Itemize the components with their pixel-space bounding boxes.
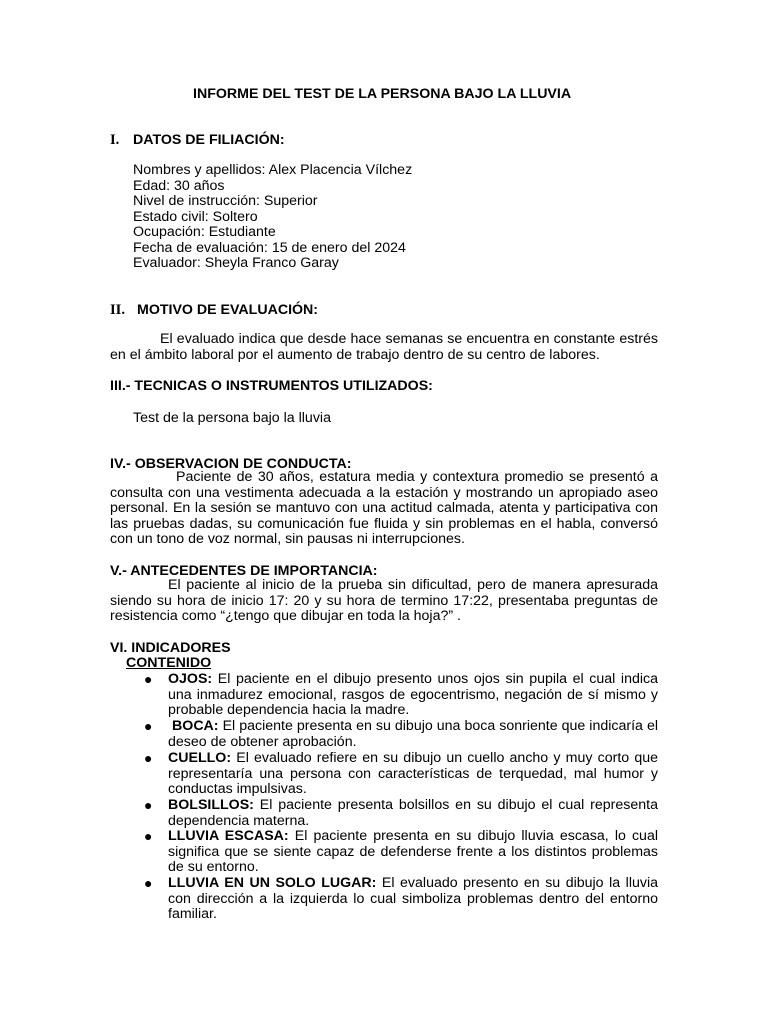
indicator-text: El paciente presenta bolsillos en su dibujo el cual representa — [259, 797, 659, 813]
field-age: Edad: 30 años — [133, 178, 225, 194]
indicator-term: CUELLO: — [168, 750, 232, 766]
indicator-line: una inmadurez emocional, rasgos de egocentrismo, negación de sí mismo y — [168, 686, 658, 703]
indicator-text: El paciente presenta en su dibujo lluvia escasa, lo cual — [294, 828, 658, 844]
field-name: Nombres y apellidos: Alex Placencia Vílchez — [133, 162, 413, 178]
section-5-title: ANTECEDENTES DE IMPORTANCIA: — [130, 563, 378, 579]
field-evaluation-date: Fecha de evaluación: 15 de enero del 2024 — [133, 240, 406, 256]
indicator-lluvia-escasa — [168, 829, 658, 876]
field-education: Nivel de instrucción: Superior — [133, 193, 318, 209]
indicator-term: BOLSILLOS: — [168, 797, 254, 813]
paragraph-line: Paciente de 30 años, estatura media y contextura promedio se presentó a — [176, 469, 658, 485]
paragraph-line: consulta con una vestimenta adecuada a la estación y mostrando un apropiado aseo — [110, 484, 658, 501]
indicator-lluvia-un-solo-lugar — [168, 876, 658, 923]
indicator-line — [168, 876, 658, 892]
paragraph-line: en el ámbito laboral por el aumento de trabajo dentro de su centro de labores. — [110, 346, 600, 363]
paragraph-line: El paciente al inicio de la prueba sin dificultad, pero de manera apresurada — [168, 577, 658, 593]
indicator-line: representaría una persona con características de terquedad, mal humor y — [168, 765, 658, 782]
indicator-term: BOCA: — [172, 718, 219, 734]
paragraph-line: El evaluado indica que desde hace semanas se encuentra en constante estrés — [160, 331, 658, 347]
paragraph-line: personal. En la sesión se mantuvo con una actitud calmada, atenta y participativa con — [110, 500, 658, 516]
bullet-icon: ● — [144, 718, 153, 734]
section-1-number: I. — [110, 132, 120, 148]
indicator-line: de su entorno. — [168, 859, 259, 875]
paragraph-line: las pruebas dadas, su comunicación fue fluida y sin problemas en el habla, conversó — [110, 515, 658, 532]
section-6-heading: VI. INDICADORES — [110, 640, 231, 656]
section-4-paragraph — [110, 470, 658, 548]
indicator-line: con dirección a la izquierda lo cual simboliza problemas dentro del entorno — [168, 890, 658, 907]
bullet-icon: ● — [144, 750, 153, 766]
indicator-line — [168, 798, 658, 814]
indicator-text: El paciente presenta en su dibujo una boca sonriente que indicaría el — [222, 718, 658, 734]
bullet-icon: ● — [144, 671, 153, 687]
field-civil-status: Estado civil: Soltero — [133, 209, 258, 225]
section-5-number: V.- — [110, 563, 131, 579]
indicator-text: El evaluado refiere en su dibujo un cuello ancho y muy corto que — [236, 750, 658, 766]
section-6-subheading: CONTENIDO — [126, 655, 212, 671]
indicator-line — [168, 751, 658, 767]
indicator-boca — [168, 719, 658, 750]
indicator-ojos — [168, 672, 658, 719]
indicator-line: significa que se siente capaz de defenderse frente a los distintos problemas — [168, 843, 658, 860]
section-4-heading: IV.- OBSERVACION DE CONDUCTA: — [110, 456, 352, 472]
field-evaluator: Evaluador: Sheyla Franco Garay — [133, 255, 339, 271]
bullet-icon: ● — [144, 828, 153, 844]
indicator-line: dependencia materna. — [168, 812, 310, 829]
section-3-item: Test de la persona bajo la lluvia — [133, 410, 331, 426]
section-2-paragraph — [110, 332, 658, 363]
section-2-number: II. — [110, 302, 126, 318]
indicator-line: conductas impulsivas. — [168, 781, 307, 797]
document-title: INFORME DEL TEST DE LA PERSONA BAJO LA LLUVIA — [193, 86, 572, 102]
paragraph-line: resistencia como “¿tengo que dibujar en toda la hoja?” . — [110, 608, 461, 624]
indicator-term: OJOS: — [168, 671, 213, 687]
section-5-paragraph — [110, 578, 658, 625]
indicator-text: El evaluado presento en su dibujo la lluvia — [381, 875, 658, 891]
bullet-icon: ● — [144, 797, 153, 813]
indicator-bolsillos — [168, 798, 658, 829]
indicator-cuello — [168, 751, 658, 798]
bullet-icon: ● — [144, 875, 153, 891]
indicator-text: El paciente en el dibujo presento unos ojos sin pupila el cual indica — [217, 671, 658, 687]
indicator-term: LLUVIA EN UN SOLO LUGAR: — [168, 875, 377, 891]
indicator-line — [168, 829, 658, 845]
indicator-term: LLUVIA ESCASA: — [168, 828, 289, 844]
section-1-heading: DATOS DE FILIACIÓN: — [133, 132, 285, 148]
field-occupation: Ocupación: Estudiante — [133, 224, 276, 240]
indicator-line — [168, 719, 658, 735]
section-2-heading: MOTIVO DE EVALUACIÓN: — [137, 302, 319, 318]
section-3-heading: III.- TECNICAS O INSTRUMENTOS UTILIZADOS: — [110, 378, 433, 394]
paragraph-line: siendo su hora de inicio 17: 20 y su hora de termino 17:22, presentaba preguntas de — [110, 592, 658, 609]
indicator-line: probable dependencia hacia la madre. — [168, 702, 410, 718]
indicator-line: familiar. — [168, 906, 217, 922]
indicator-line: deseo de obtener aprobación. — [168, 733, 357, 750]
indicator-line — [168, 672, 658, 688]
paragraph-line: con un tono de voz normal, sin pausas ni interrupciones. — [110, 531, 465, 547]
